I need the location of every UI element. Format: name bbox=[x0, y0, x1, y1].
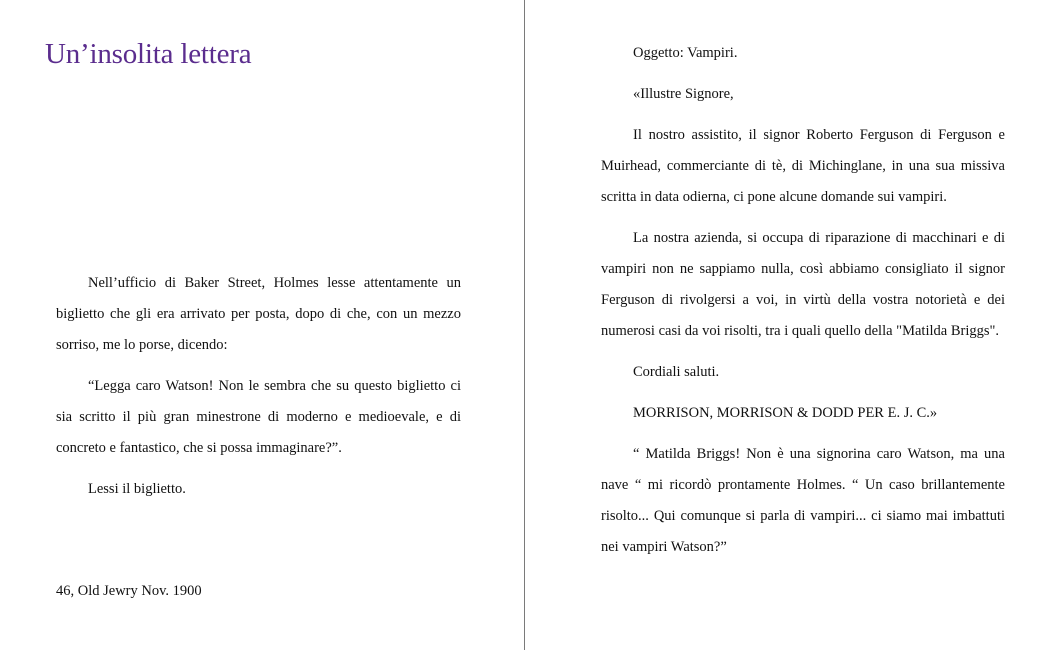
right-page bbox=[525, 0, 1047, 650]
paragraph: “Legga caro Watson! Non le sembra che su questo biglietto ci sia scritto il più gran minestrone di moderno e medioevale, e di concreto e fantastico, che si possa immaginare?”. bbox=[56, 378, 461, 456]
letter-subject: Oggetto: Vampiri. bbox=[633, 45, 738, 61]
letter-dateline: 46, Old Jewry Nov. 1900 bbox=[56, 583, 202, 599]
paragraph: Lessi il biglietto. bbox=[88, 481, 186, 497]
chapter-title: Un’insolita lettera bbox=[45, 38, 252, 70]
letter-salutation: «Illustre Signore, bbox=[633, 86, 734, 102]
paragraph: La nostra azienda, si occupa di riparazione di macchinari e di vampiri non ne sappiamo nulla, così abbiamo consigliato il signor Ferguson di rivolgersi a voi, in virtù della vostra notorietà e dei numerosi casi da voi risolti, tra i quali quello della "Matilda Briggs". bbox=[601, 230, 1005, 339]
paragraph: Il nostro assistito, il signor Roberto Ferguson di Ferguson e Muirhead, commerciante di tè, di Michinglane, in una sua missiva scritta in data odierna, ci pone alcune domande sui vampiri. bbox=[601, 127, 1005, 205]
letter-closing: Cordiali saluti. bbox=[633, 364, 720, 380]
right-text-block bbox=[601, 38, 1005, 573]
paragraph: “ Matilda Briggs! Non è una signorina caro Watson, ma una nave “ mi ricordò prontamente Holmes. “ Un caso brillantemente risolto... Qui comunque si parla di vampiri... ci siamo mai imbattuti nei vampiri Watson?” bbox=[601, 446, 1005, 555]
left-text-block bbox=[56, 268, 461, 515]
paragraph: Nell’ufficio di Baker Street, Holmes lesse attentamente un biglietto che gli era arrivato per posta, dopo di che, con un mezzo sorriso, me lo porse, dicendo: bbox=[56, 275, 461, 353]
letter-signature: MORRISON, MORRISON & DODD PER E. J. C.» bbox=[633, 405, 938, 421]
